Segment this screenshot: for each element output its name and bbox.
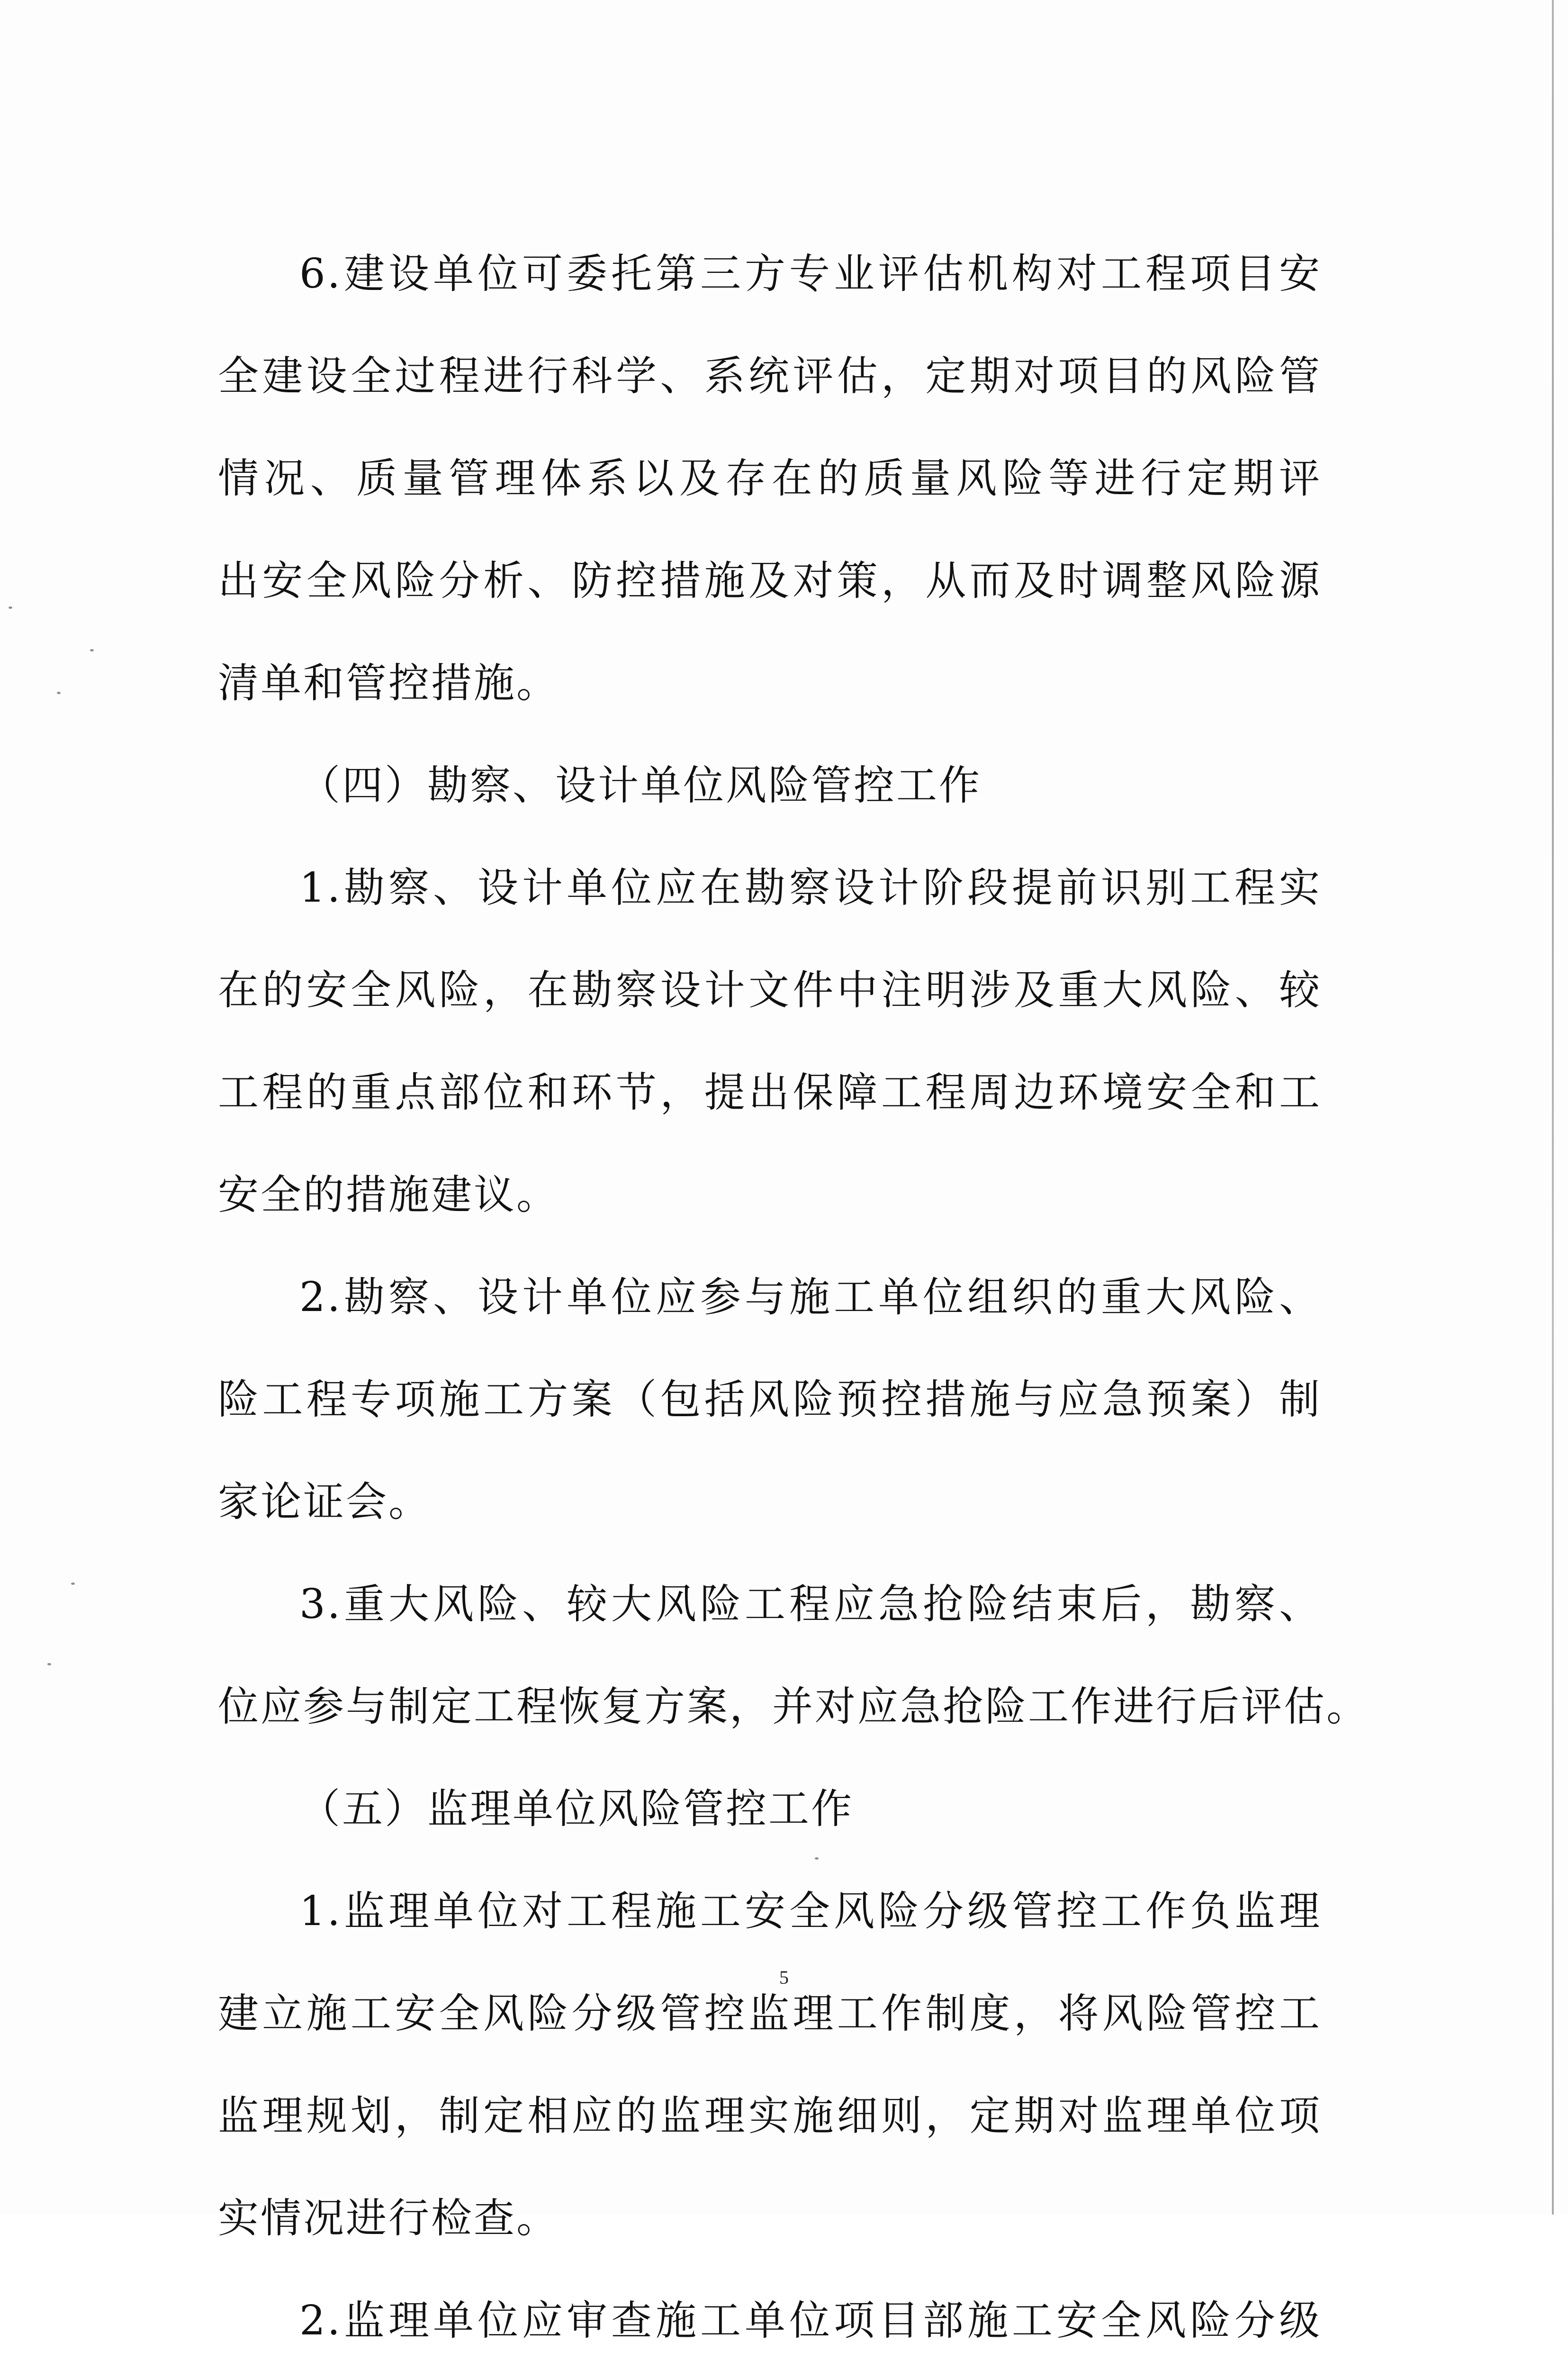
paragraph-line: 监理规划，制定相应的监理实施细则，定期对监理单位项 [218,2092,1322,2140]
paragraph-line: 1.勘察、设计单位应在勘察设计阶段提前识别工程实 [299,864,1322,912]
section-heading: （五）监理单位风险管控工作 [299,1785,854,1833]
paragraph-line: 险工程专项施工方案（包括风险预控措施与应急预案）制 [218,1376,1322,1423]
paragraph-line: 建立施工安全风险分级管控监理工作制度，将风险管控工 [218,1990,1322,2037]
paragraph-line: 3.重大风险、较大风险工程应急抢险结束后，勘察、 [299,1581,1322,1628]
paragraph-line: 1.监理单位对工程施工安全风险分级管控工作负监理 [299,1888,1322,1935]
paragraph-line: 6.建设单位可委托第三方专业评估机构对工程项目安 [299,250,1322,298]
paragraph-line: 位应参与制定工程恢复方案，并对应急抢险工作进行后评估。 [218,1683,1369,1730]
section-heading: （四）勘察、设计单位风险管控工作 [299,762,982,809]
paragraph-line: 安全的措施建议。 [218,1171,559,1219]
paragraph-line: 全建设全过程进行科学、系统评估，定期对项目的风险管 [218,353,1322,400]
scan-speck [47,1663,51,1665]
paragraph-line: 清单和管控措施。 [218,660,559,707]
paragraph-line: 情况、质量管理体系以及存在的质量风险等进行定期评 [218,455,1322,502]
body-text [218,223,1369,2369]
scan-edge-shadow [1552,0,1554,2215]
paragraph-line: 实情况进行检查。 [218,2195,559,2242]
paragraph-line: 2.监理单位应审查施工单位项目部施工安全风险分级 [299,2297,1322,2344]
paragraph-line: 出安全风险分析、防控措施及对策，从而及时调整风险源 [218,557,1322,605]
paragraph-line: 在的安全风险，在勘察设计文件中注明涉及重大风险、较 [218,967,1322,1014]
paragraph-line: 家论证会。 [218,1478,431,1526]
scan-speck [9,606,12,609]
paragraph-line: 2.勘察、设计单位应参与施工单位组织的重大风险、 [299,1274,1322,1321]
scan-speck [90,649,94,651]
scan-speck [71,1582,75,1585]
paragraph-line: 工程的重点部位和环节，提出保障工程周边环境安全和工 [218,1069,1322,1116]
page-number: 5 [779,1967,789,1988]
scan-speck [57,692,61,694]
